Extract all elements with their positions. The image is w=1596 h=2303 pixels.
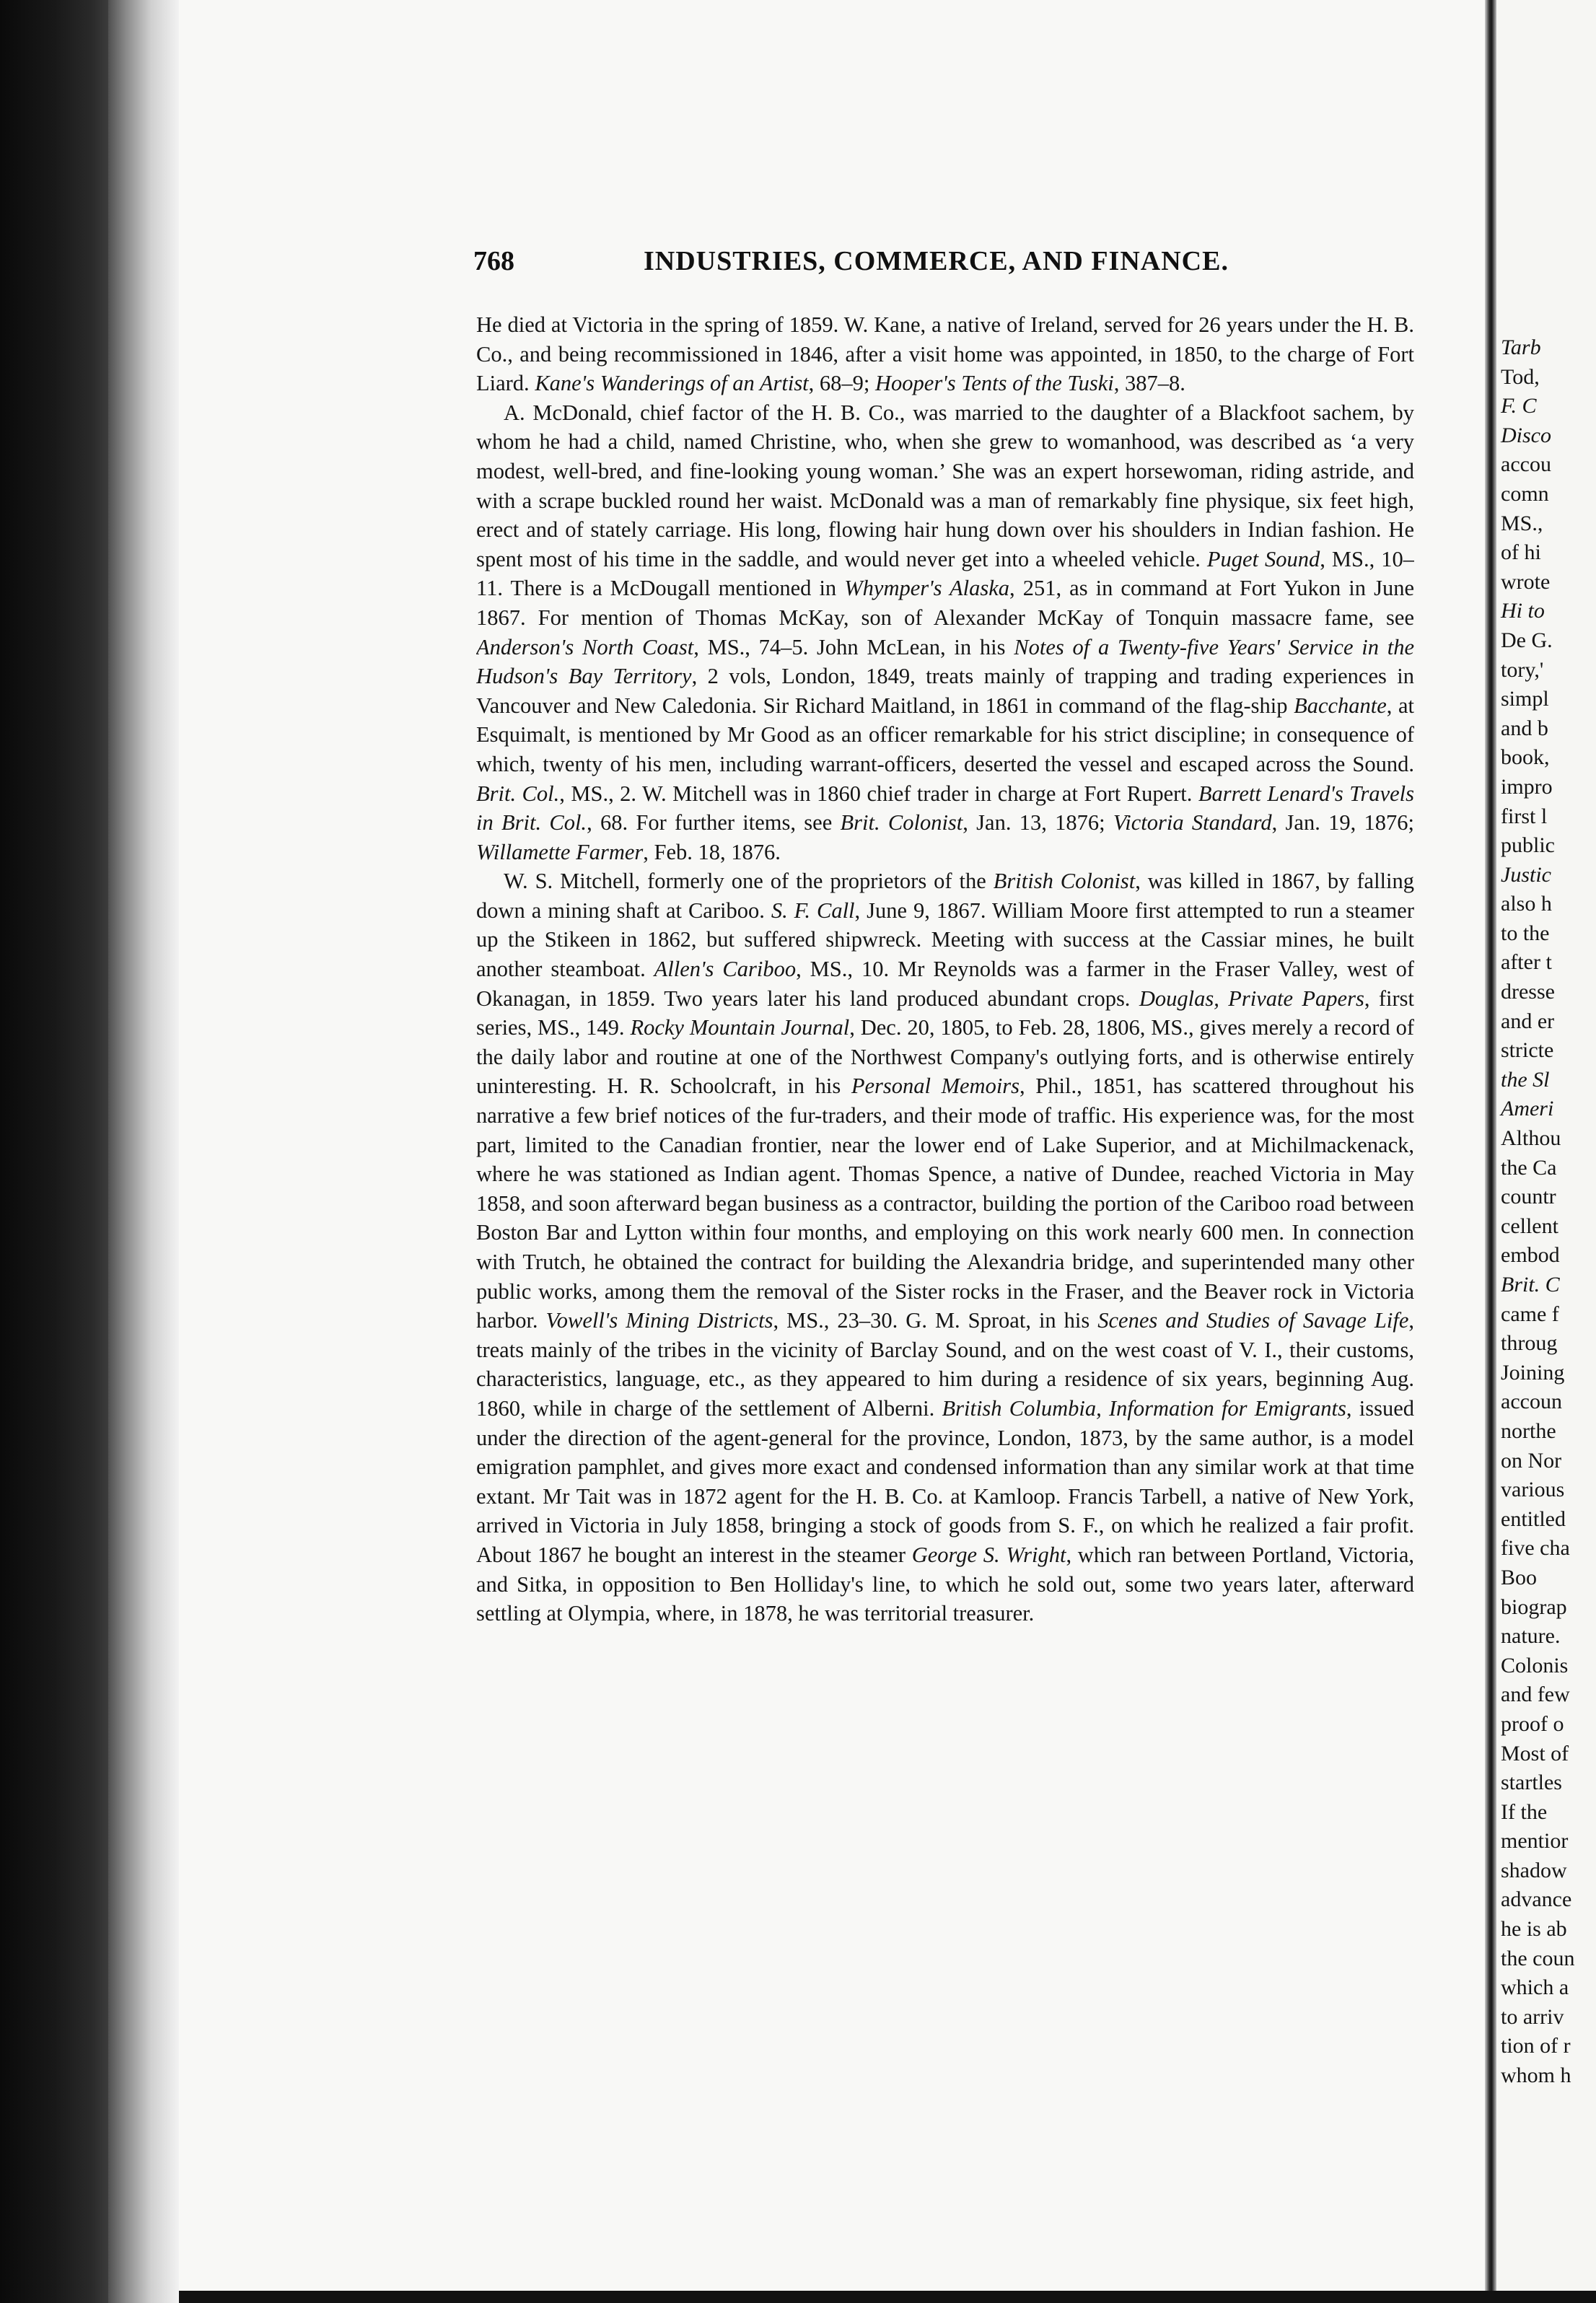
facing-page-line: came f <box>1501 1302 1559 1326</box>
facing-page-line: countr <box>1501 1185 1556 1209</box>
facing-page-line: five cha <box>1501 1536 1570 1561</box>
facing-page-line: comn <box>1501 481 1549 506</box>
facing-page-line: Colonis <box>1501 1653 1569 1677</box>
facing-page-line: wrote <box>1501 569 1551 594</box>
facing-page-line: stricte <box>1501 1038 1554 1063</box>
facing-page-line: northe <box>1501 1418 1556 1443</box>
italic-citation: Willamette Farmer <box>476 839 644 864</box>
italic-citation: Rocky Mountain Journal <box>630 1015 850 1040</box>
facing-page-line: Ameri <box>1501 1097 1554 1121</box>
text-run: , MS., 23–30. G. M. Sproat, in his <box>773 1308 1098 1333</box>
facing-page-line: Hi to <box>1501 599 1545 623</box>
scan-page-edge <box>108 0 179 2303</box>
facing-page-line: of hi <box>1501 540 1541 565</box>
facing-page-line: entitled <box>1501 1506 1566 1531</box>
text-run: , 68–9; <box>808 371 876 396</box>
facing-page-line: proof o <box>1501 1711 1564 1736</box>
text-run: , Jan. 19, 1876; <box>1271 810 1414 835</box>
italic-citation: Scenes and Studies of Savage Life <box>1097 1308 1409 1333</box>
text-run: A. McDonald, chief factor of the H. B. Co., was married to the daughter of a Blackfoot sachem, by whom he had a child, named Christine, who, when she grew to womanhood, was described as ‘a very modest, well-bred, and fine-looking young woman.’ She was an expert horsewoman, riding astride, and with a scrape buckled round her waist. McDonald was a man of remarkably fine physique, six feet high, erect and of stately carriage. His long, flowing hair hung down over his shoulders in Indian fashion. He spent most of his time in the saddle, and would never get into a wheeled vehicle. <box>476 400 1414 571</box>
text-run: , MS., 2. W. Mitchell was in 1860 chief trader in charge at Fort Rupert. <box>559 781 1198 806</box>
facing-page-line: the coun <box>1501 1946 1575 1970</box>
facing-page-line: Tod, <box>1501 364 1540 389</box>
facing-page-line: F. C <box>1501 394 1537 418</box>
italic-citation: Victoria Standard <box>1113 810 1272 835</box>
facing-page-line: Justic <box>1501 862 1551 887</box>
italic-citation: Whymper's Alaska <box>844 576 1010 601</box>
italic-citation: Hooper's Tents of the Tuski <box>875 371 1114 396</box>
text-run: W. S. Mitchell, formerly one of the proprietors of the <box>504 869 994 894</box>
italic-citation: Barrett Lenard's Travels in Brit. Col. <box>476 781 1414 835</box>
running-header <box>473 245 1411 289</box>
italic-citation: Vowell's Mining Districts <box>545 1308 773 1333</box>
facing-page-line: If the <box>1501 1799 1548 1824</box>
text-run: , Dec. 20, 1805, to Feb. 28, 1806, MS., gives merely a record of the daily labor and routine at one of the Northwest Company's outlying forts, and is otherwise entirely uninteresting. H. R. Schoolcraft, in his <box>476 1015 1414 1099</box>
facing-page-line: and er <box>1501 1009 1555 1033</box>
facing-page-line: MS., <box>1501 511 1543 535</box>
facing-page-line: throug <box>1501 1331 1558 1356</box>
facing-page-line: public <box>1501 833 1555 858</box>
italic-citation: British Colonist <box>993 869 1136 894</box>
facing-page-line: impro <box>1501 774 1553 799</box>
facing-page-line: he is ab <box>1501 1917 1567 1942</box>
facing-page-line: whom h <box>1501 2063 1571 2088</box>
facing-page-line: Tarb <box>1501 335 1541 359</box>
facing-page-line: the Sl <box>1501 1067 1550 1092</box>
running-title: INDUSTRIES, COMMERCE, AND FINANCE. <box>644 246 1229 276</box>
facing-page-line: Disco <box>1501 423 1551 447</box>
body-text <box>476 310 1414 2258</box>
text-run: , treats mainly of the tribes in the vicinity of Barclay Sound, and on the west coast of V. I., their customs, characteristics, language, etc., as they appeared to him during a residence of six years, beginning Aug. 1860, while in charge of the settlement of Alberni. <box>476 1308 1414 1421</box>
text-run: , MS., 74–5. John McLean, in his <box>693 634 1014 659</box>
facing-page-line: also h <box>1501 892 1552 916</box>
facing-page-line: dresse <box>1501 980 1555 1004</box>
scan-bottom-shadow <box>179 2291 1596 2303</box>
facing-page <box>1496 0 1596 2291</box>
paragraph <box>476 398 1414 867</box>
facing-page-line: to arriv <box>1501 2004 1564 2029</box>
italic-citation: British Columbia, Information for Emigrants <box>942 1395 1346 1421</box>
text-run: , 387–8. <box>1113 371 1185 396</box>
italic-citation: George S. Wright <box>911 1542 1066 1567</box>
facing-page-line: Boo <box>1501 1565 1538 1589</box>
italic-citation: Douglas, Private Papers <box>1139 986 1364 1011</box>
page-number: 768 <box>473 246 514 276</box>
italic-citation: Puget Sound <box>1206 546 1320 571</box>
facing-page-line: nature. <box>1501 1624 1561 1649</box>
italic-citation: Brit. Colonist <box>840 810 963 835</box>
facing-page-line: startles <box>1501 1771 1562 1795</box>
text-run: , was killed in 1867, by falling down a mining shaft at Cariboo. <box>476 869 1414 923</box>
text-run: He died at Victoria in the spring of 1859. W. Kane, a native of Ireland, served for 26 years under the H. B. Co., and being recommissioned in 1846, after a visit home was appointed, in 1850, to the charge of Fort Liard. <box>476 312 1414 396</box>
text-run: , 251, as in command at Fort Yukon in June 1867. For mention of Thomas McKay, son of Alexander McKay of Tonquin massacre fame, see <box>476 576 1414 630</box>
facing-page-line: which a <box>1501 1975 1569 2000</box>
facing-page-line: and b <box>1501 716 1548 740</box>
text-run: , Phil., 1851, has scattered throughout his narrative a few brief notices of the fur-traders, and their mode of traffic. His experience was, for the most part, limited to the Canadian frontier, near the lower end of Lake Superior, and at Michilmackenack, where he was stationed as Indian agent. Thomas Spence, a native of Dundee, reached Victoria in May 1858, and soon afterward began business as a contractor, building the portion of the Cariboo road between Boston Bar and Lytton within four months, and employing on this work nearly 600 men. In connection with Trutch, he obtained the contract for building the Alexandria bridge, and superintended many other public works, among them the removal of the Sister rocks in the Fraser, and the Beaver rock in Victoria harbor. <box>476 1074 1414 1333</box>
text-run: , Jan. 13, 1876; <box>963 810 1113 835</box>
facing-page-line: various <box>1501 1478 1565 1502</box>
facing-page-line: and few <box>1501 1683 1570 1707</box>
facing-page-line: cellent <box>1501 1214 1558 1238</box>
text-run: , 2 vols, London, 1849, treats mainly of trapping and trading experiences in Vancouver and New Caledonia. Sir Richard Maitland, in 1861 in command of the flag-ship <box>476 664 1414 718</box>
facing-page-line: biograp <box>1501 1594 1567 1619</box>
facing-page-line: after t <box>1501 950 1552 975</box>
scan-binding-shadow <box>0 0 108 2303</box>
text-run: , at Esquimalt, is mentioned by Mr Good as an officer remarkable for his strict discipline; in consequence of which, twenty of his men, including warrant-officers, deserted the vessel and escaped across the Sound. <box>476 693 1414 776</box>
facing-page-line: shadow <box>1501 1858 1567 1882</box>
facing-page-line: tion of r <box>1501 2034 1571 2058</box>
facing-page-line: advance <box>1501 1887 1572 1912</box>
facing-page-line: tory,' <box>1501 657 1544 682</box>
facing-page-line: Brit. C <box>1501 1273 1560 1297</box>
book-gutter <box>1485 0 1496 2291</box>
facing-page-line: book, <box>1501 745 1550 770</box>
facing-page-line: embod <box>1501 1243 1560 1268</box>
italic-citation: Bacchante <box>1294 693 1387 718</box>
italic-citation: Allen's Cariboo <box>654 957 797 982</box>
italic-citation: Kane's Wanderings of an Artist <box>535 371 809 396</box>
text-run: , which ran between Portland, Victoria, and Sitka, in opposition to Ben Holliday's line, to which he sold out, some two years later, afterward settling at Olympia, where, in 1878, he was territorial treasurer. <box>476 1542 1414 1626</box>
text-run: , issued under the direction of the agent-general for the province, London, 1873, by the same author, is a model emigration pamphlet, and gives more exact and condensed information than any similar work at that time extant. Mr Tait was in 1872 agent for the H. B. Co. at Kamloop. Francis Tarbell, a native of New York, arrived in Victoria in July 1858, bringing a stock of goods from S. F., on which he realized a fair profit. About 1867 he bought an interest in the steamer <box>476 1395 1414 1567</box>
facing-page-line: De G. <box>1501 628 1553 652</box>
italic-citation: Personal Memoirs <box>851 1074 1020 1099</box>
facing-page-line: simpl <box>1501 687 1549 711</box>
text-run: , June 9, 1867. William Moore first attempted to run a steamer up the Stikeen in 1862, but suffered shipwreck. Meeting with success at the Cassiar mines, he built another steamboat. <box>476 898 1414 982</box>
facing-page-line: accoun <box>1501 1390 1562 1414</box>
facing-page-line: on Nor <box>1501 1448 1562 1473</box>
facing-page-line: accou <box>1501 452 1551 477</box>
text-run: , Feb. 18, 1876. <box>643 839 781 864</box>
text-run: , MS., 10. Mr Reynolds was a farmer in the Fraser Valley, west of Okanagan, in 1859. Two years later his land produced abundant crops. <box>476 957 1414 1011</box>
facing-page-line: the Ca <box>1501 1155 1557 1180</box>
text-run: , 68. For further items, see <box>587 810 841 835</box>
italic-citation: Anderson's North Coast <box>476 634 694 659</box>
facing-page-line: first l <box>1501 804 1548 828</box>
text-run: , MS., 10–11. There is a McDougall mentioned in <box>476 546 1414 601</box>
italic-citation: Brit. Col. <box>476 781 560 806</box>
facing-page-line: mentior <box>1501 1829 1569 1854</box>
facing-page-line: to the <box>1501 921 1550 945</box>
facing-page-line: Althou <box>1501 1126 1561 1151</box>
facing-page-line: Joining <box>1501 1360 1565 1385</box>
text-run: , first series, MS., 149. <box>476 986 1414 1040</box>
italic-citation: S. F. Call <box>771 898 855 923</box>
paragraph <box>476 310 1414 398</box>
facing-page-text <box>1501 333 1596 2091</box>
italic-citation: Notes of a Twenty-five Years' Service in the Hudson's Bay Territory <box>476 634 1414 689</box>
paragraph <box>476 867 1414 1628</box>
facing-page-line: Most of <box>1501 1741 1569 1765</box>
